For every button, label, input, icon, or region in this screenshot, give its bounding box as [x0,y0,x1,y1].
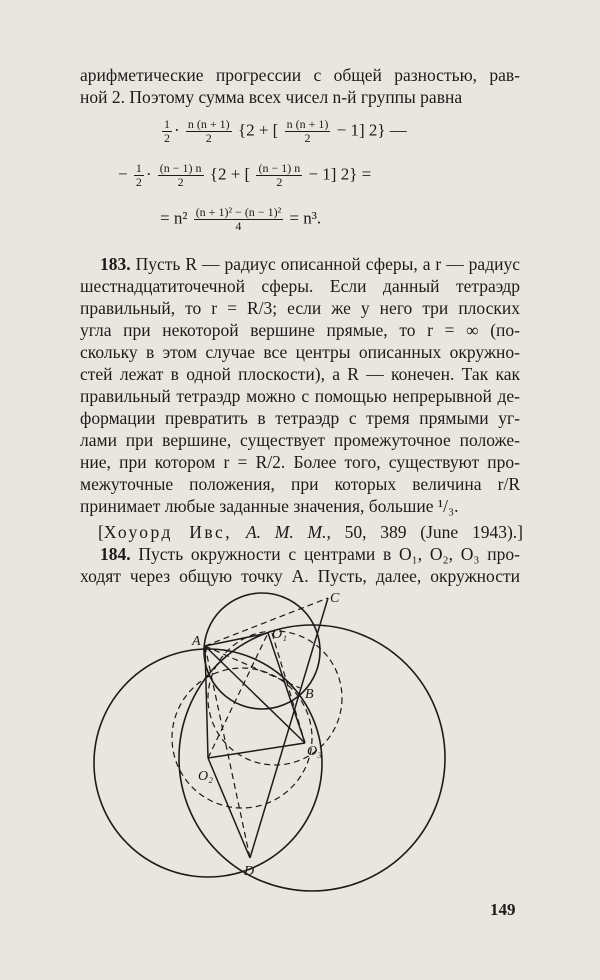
point-label-d: D [244,864,255,879]
paragraph-183-line: ние, при котором r = R/2. Более того, существуют про- [80,452,520,472]
paragraph-183-line: угла при некоторой вершине прямые, то r = ∞ (по- [80,320,520,340]
point-label-o3: O₃ [307,744,322,759]
point-label-a: A [192,634,201,649]
fraction: $\frac{1}{2}$ [135,161,142,189]
formula-line-1: $\frac{1}{2}$ · $\frac{n (n + 1)}{2}$ {2 + [ $\frac{n (n + 1)}{2}$ − 1] 2} — [164,117,407,145]
paragraph-183-line: правильный, то r = R/3; если же у него три плоских [80,298,520,318]
fraction: $\frac{(n - 1) n}{2}$ [258,161,301,189]
line-ao2 [205,646,208,758]
paragraph-184-line: ходят через общую точку A. Пусть, далее, окружности [80,566,520,586]
citation: [Хоуорд Ивс, A. M. M., 50, 389 (June 1943).] [98,522,524,542]
fraction: $\frac{n (n + 1)}{2}$ [187,117,230,145]
page-number: 149 [490,900,516,919]
text-line: ной 2. Поэтому сумма всех чисел n-й группы равна [80,87,463,107]
circle-o1 [204,593,320,709]
text-line: арифметические прогрессии с общей разностью, рав- [80,65,520,85]
paragraph-183-line: лами при вершине, существует промежуточное положе- [80,430,520,450]
dashed-line-ab [205,646,300,688]
point-label-o1: O₁ [272,627,287,642]
line-o2o3 [208,743,305,758]
fraction: $\frac{n (n + 1)}{2}$ [286,117,329,145]
line-o2d [208,758,250,858]
paragraph-183-line: 183. Пусть R — радиус описанной сферы, а r — радиус [100,254,520,274]
paragraph-183-line: стей лежат в одной плоскости), а R — конечен. Так как [80,364,520,384]
geometry-figure [0,588,600,928]
point-label-b: B [305,687,314,702]
line-ao1 [205,633,268,646]
dashed-line-ac [205,598,328,646]
paragraph-183-line: формации превратить в тетраэдр с тремя прямыми уг- [80,408,520,428]
paragraph-183-line: правильный тетраэдр можно с помощью непрерывной де- [80,386,520,406]
paragraph-183-line: шестнадцатиточечной сферы. Если данный тетраэдр [80,276,520,296]
paragraph-183-line: межуточные положения, при которых величина r/R [80,474,520,494]
paragraph-183-line: скольку в этом случае все центры описанных окружно- [80,342,520,362]
fraction: $\frac{1}{2}$ [164,117,170,145]
fraction: $\frac{\text{(n + 1)² − (n − 1)²}}{4}$ [195,205,282,233]
point-label-c: C [330,591,340,606]
paragraph-183-line: принимает любые заданные значения, большие ¹/₃. [80,496,459,516]
point-label-o2: O₂ [198,769,213,784]
formula-line-2: − $\frac{1}{2}$ · $\frac{(n - 1) n}{2}$ {2 + [ $\frac{(n - 1) n}{2}$ − 1] 2} = [118,161,372,189]
formula-line-3: = n² $\frac{\text{(n + 1)² − (n − 1)²}}{4}$ = n³. [160,205,322,233]
circle-dashed-middle [172,668,312,808]
fraction: $\frac{(n - 1) n}{2}$ [159,161,202,189]
paragraph-184-line: 184. Пусть окружности с центрами в O₁, O₂, O₃ про- [100,544,520,564]
